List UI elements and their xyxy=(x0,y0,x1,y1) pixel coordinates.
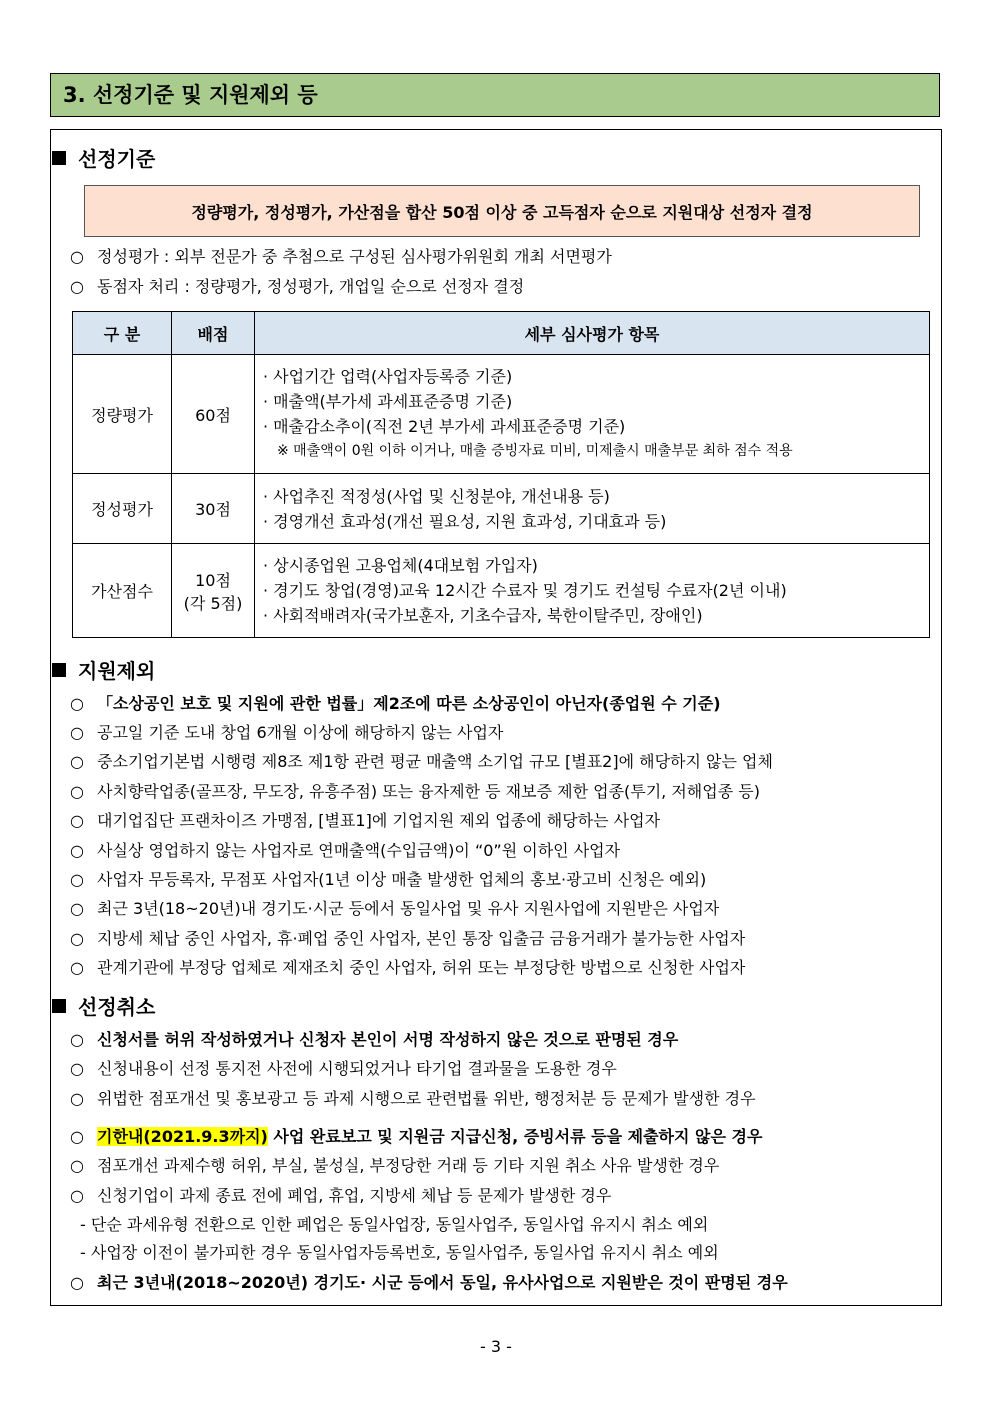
exclusion-item: ○ 공고일 기준 도내 창업 6개월 이상에 해당하지 않는 사업자 xyxy=(70,723,504,742)
square-bullet-icon xyxy=(52,663,66,677)
deadline-highlight: 기한내(2021.9.3까지) xyxy=(97,1127,268,1146)
cancellation-item: ○ 신청내용이 선정 통지전 사전에 시행되었거나 타기업 결과물을 도용한 경우 xyxy=(70,1059,617,1078)
page-number: - 3 - xyxy=(480,1337,512,1356)
exclusion-heading: 지원제외 xyxy=(52,658,155,684)
table-row xyxy=(73,474,930,544)
row-items: · 상시종업원 고용업체(4대보험 가입자) · 경기도 창업(경영)교육 12시간 수료자 및 경기도 컨설팅 수료자(2년 이내) · 사회적배려자(국가보훈자, 기초수급자, 북한이탈주민, 장애인) xyxy=(255,544,930,638)
row-score: 60점 xyxy=(172,355,255,474)
table-header-row xyxy=(73,312,930,355)
header-score: 배점 xyxy=(172,312,255,355)
selection-heading: 선정기준 xyxy=(52,146,155,172)
row-score: 10점 (각 5점) xyxy=(172,544,255,638)
row-score: 30점 xyxy=(172,474,255,544)
table-row xyxy=(73,355,930,474)
exclusion-item: ○ 대기업집단 프랜차이즈 가맹점, [별표1]에 기업지원 제외 업종에 해당하는 사업자 xyxy=(70,811,661,830)
criteria-table xyxy=(72,311,930,638)
row-note: ※ 매출액이 0원 이하 이거나, 매출 증빙자료 미비, 미제출시 매출부문 최하 점수 적용 xyxy=(277,443,793,459)
cancellation-item: ○ 점포개선 과제수행 허위, 부실, 불성실, 부정당한 거래 등 기타 지원 취소 사유 발생한 경우 xyxy=(70,1156,720,1175)
exclusion-item: ○ 사치향락업종(골프장, 무도장, 유흥주점) 또는 융자제한 등 재보증 제한 업종(투기, 저해업종 등) xyxy=(70,782,760,801)
cancellation-sub-item: - 단순 과세유형 전환으로 인한 폐업은 동일사업장, 동일사업주, 동일사업 유지시 취소 예외 xyxy=(80,1215,709,1234)
selection-bullet-2: ○ 동점자 처리 : 정량평가, 정성평가, 개업일 순으로 선정자 결정 xyxy=(70,277,525,296)
exclusion-item: ○ 사업자 무등록자, 무점포 사업자(1년 이상 매출 발생한 업체의 홍보·광고비 신청은 예외) xyxy=(70,870,707,889)
selection-callout: 정량평가, 정성평가, 가산점을 합산 50점 이상 중 고득점자 순으로 지원대상 선정자 결정 xyxy=(84,185,920,237)
table-row xyxy=(73,544,930,638)
cancellation-item: ○ 최근 3년내(2018~2020년) 경기도· 시군 등에서 동일, 유사사업으로 지원받은 것이 판명된 경우 xyxy=(70,1273,788,1292)
cancellation-item: ○ 신청서를 허위 작성하였거나 신청자 본인이 서명 작성하지 않은 것으로 판명된 경우 xyxy=(70,1030,679,1049)
exclusion-item: ○ 사실상 영업하지 않는 사업자로 연매출액(수입금액)이 “0”원 이하인 사업자 xyxy=(70,841,621,860)
header-category: 구 분 xyxy=(73,312,172,355)
section-title: 3. 선정기준 및 지원제외 등 xyxy=(50,73,940,117)
cancellation-heading: 선정취소 xyxy=(52,994,155,1020)
exclusion-item: ○ 최근 3년(18~20년)내 경기도·시군 등에서 동일사업 및 유사 지원사업에 지원받은 사업자 xyxy=(70,899,720,918)
square-bullet-icon xyxy=(52,151,66,165)
cancellation-item: ○ 위법한 점포개선 및 홍보광고 등 과제 시행으로 관련법률 위반, 행정처분 등 문제가 발생한 경우 xyxy=(70,1089,756,1108)
cancellation-sub-item: - 사업장 이전이 불가피한 경우 동일사업자등록번호, 동일사업주, 동일사업 유지시 취소 예외 xyxy=(80,1243,719,1262)
row-category: 가산점수 xyxy=(73,544,172,638)
exclusion-item: ○ 「소상공인 보호 및 지원에 관한 법률」제2조에 따른 소상공인이 아닌자(종업원 수 기준) xyxy=(70,694,721,713)
row-items: · 사업추진 적정성(사업 및 신청분야, 개선내용 등) · 경영개선 효과성(개선 필요성, 지원 효과성, 기대효과 등) xyxy=(255,474,930,544)
exclusion-item: ○ 관계기관에 부정당 업체로 제재조치 중인 사업자, 허위 또는 부정당한 방법으로 신청한 사업자 xyxy=(70,958,746,977)
exclusion-item: ○ 지방세 체납 중인 사업자, 휴·폐업 중인 사업자, 본인 통장 입출금 금융거래가 불가능한 사업자 xyxy=(70,929,746,948)
cancellation-item-deadline: ○ 기한내(2021.9.3까지) 사업 완료보고 및 지원금 지급신청, 증빙서류 등을 제출하지 않은 경우 xyxy=(70,1127,763,1146)
exclusion-item: ○ 중소기업기본법 시행령 제8조 제1항 관련 평균 매출액 소기업 규모 [별표2]에 해당하지 않는 업체 xyxy=(70,752,773,771)
row-category: 정성평가 xyxy=(73,474,172,544)
row-items: · 사업기간 업력(사업자등록증 기준) · 매출액(부가세 과세표준증명 기준) · 매출감소추이(직전 2년 부가세 과세표준증명 기준) ※ 매출액이 0원 이하 이거나, 매출 증빙자료 미비, 미제출시 매출부문 최하 점수 적용 xyxy=(255,355,930,474)
header-items: 세부 심사평가 항목 xyxy=(255,312,930,355)
cancellation-item: ○ 신청기업이 과제 종료 전에 폐업, 휴업, 지방세 체납 등 문제가 발생한 경우 xyxy=(70,1186,612,1205)
row-category: 정량평가 xyxy=(73,355,172,474)
square-bullet-icon xyxy=(52,999,66,1013)
selection-bullet-1: ○ 정성평가 : 외부 전문가 중 추첨으로 구성된 심사평가위원회 개최 서면평가 xyxy=(70,247,612,266)
